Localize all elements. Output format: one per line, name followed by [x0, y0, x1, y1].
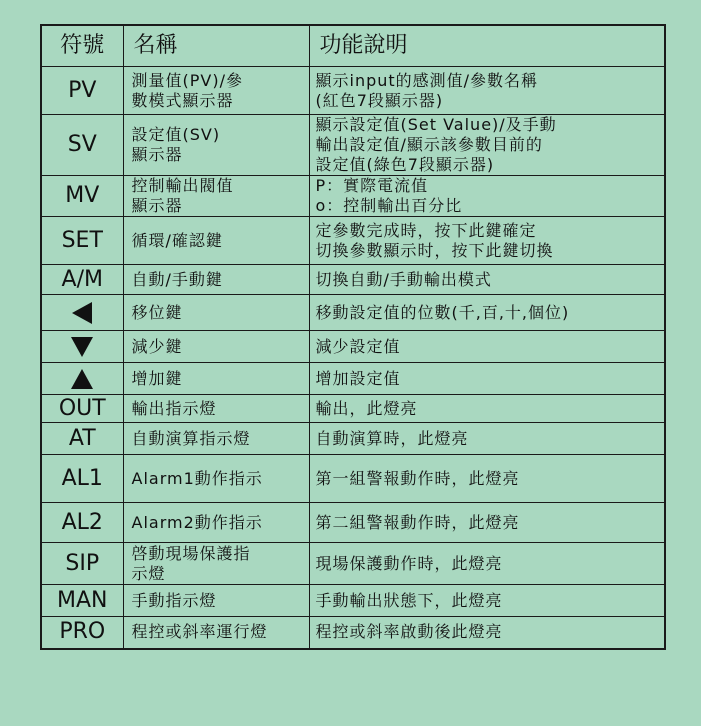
name-line: 示燈 — [131, 563, 166, 583]
name-line: 循環/確認鍵 — [131, 230, 223, 250]
table-row — [41, 503, 665, 543]
function-line: 顯示設定值(Set Value)/及手動 — [315, 115, 557, 134]
function-line: P：實際電流值 — [315, 176, 429, 195]
function-line: 輸出設定值/顯示該參數目前的 — [315, 135, 543, 154]
symbol-cell — [41, 331, 123, 363]
function-table-wrapper — [40, 24, 666, 650]
table-row — [41, 115, 665, 176]
name-cell — [123, 331, 309, 363]
name-cell — [123, 503, 309, 543]
table-row — [41, 295, 665, 331]
header-function: 功能說明 — [309, 25, 665, 67]
header-row — [41, 25, 665, 67]
symbol-cell: SV — [41, 115, 123, 176]
function-line: 現場保護動作時，此燈亮 — [315, 553, 503, 573]
function-line: 切換參數顯示时，按下此鍵切換 — [315, 240, 554, 260]
name-cell — [123, 363, 309, 395]
symbol-cell: AL2 — [41, 503, 123, 543]
table-row — [41, 67, 665, 115]
table-row — [41, 617, 665, 649]
function-line: 減少設定值 — [315, 336, 401, 356]
name-cell — [123, 543, 309, 585]
name-line: 顯示器 — [131, 145, 183, 164]
function-line: 第二組警報動作時，此燈亮 — [315, 512, 520, 532]
function-cell — [309, 585, 665, 617]
name-cell — [123, 423, 309, 455]
name-cell — [123, 176, 309, 217]
function-line: 移動設定值的位數(千,百,十,個位) — [315, 302, 570, 322]
function-cell — [309, 176, 665, 217]
name-cell — [123, 115, 309, 176]
table-row — [41, 363, 665, 395]
down-triangle-icon — [71, 337, 93, 357]
symbol-cell: MAN — [41, 585, 123, 617]
function-cell — [309, 543, 665, 585]
function-line: 切換自動/手動輸出模式 — [315, 269, 492, 289]
name-cell — [123, 67, 309, 115]
symbol-cell: PV — [41, 67, 123, 115]
name-line: Alarm1動作指示 — [131, 468, 263, 488]
name-line: 程控或斜率運行燈 — [131, 622, 268, 642]
symbol-cell: AL1 — [41, 455, 123, 503]
function-line: 輸出，此燈亮 — [315, 398, 418, 418]
name-cell — [123, 265, 309, 295]
name-cell — [123, 617, 309, 649]
left-triangle-icon — [72, 302, 92, 324]
function-line: o：控制輸出百分比 — [315, 196, 463, 215]
function-cell — [309, 67, 665, 115]
function-cell — [309, 265, 665, 295]
name-line: 減少鍵 — [131, 336, 183, 356]
name-line: Alarm2動作指示 — [131, 512, 263, 532]
up-triangle-icon — [71, 369, 93, 389]
function-line: 手動輸出狀態下，此燈亮 — [315, 590, 503, 610]
symbol-cell: OUT — [41, 395, 123, 423]
table-row — [41, 543, 665, 585]
function-cell — [309, 455, 665, 503]
function-line: 第一組警報動作時，此燈亮 — [315, 468, 520, 488]
header-name: 名稱 — [123, 25, 309, 67]
function-cell — [309, 503, 665, 543]
symbol-cell — [41, 295, 123, 331]
function-cell — [309, 395, 665, 423]
name-line: 自動/手動鍵 — [131, 269, 223, 289]
function-table — [40, 24, 666, 650]
table-row — [41, 176, 665, 217]
name-cell — [123, 455, 309, 503]
name-cell — [123, 395, 309, 423]
name-line: 增加鍵 — [131, 368, 183, 388]
name-cell — [123, 585, 309, 617]
function-cell — [309, 295, 665, 331]
symbol-cell: MV — [41, 176, 123, 217]
symbol-cell: AT — [41, 423, 123, 455]
name-line: 顯示器 — [131, 196, 183, 215]
table-row — [41, 585, 665, 617]
symbol-cell: PRO — [41, 617, 123, 649]
table-row — [41, 395, 665, 423]
name-line: 啓動現場保護指 — [131, 543, 251, 563]
function-cell — [309, 115, 665, 176]
table-row — [41, 455, 665, 503]
name-line: 數模式顯示器 — [131, 90, 234, 110]
function-cell — [309, 363, 665, 395]
name-cell — [123, 295, 309, 331]
function-line: 設定值(綠色7段顯示器) — [315, 155, 495, 174]
function-cell — [309, 423, 665, 455]
name-line: 輸出指示燈 — [131, 398, 217, 418]
header-symbol: 符號 — [41, 25, 123, 67]
function-cell — [309, 217, 665, 265]
name-line: 手動指示燈 — [131, 590, 217, 610]
table-row — [41, 331, 665, 363]
name-line: 測量值(PV)/參 — [131, 70, 243, 90]
function-cell — [309, 331, 665, 363]
function-line: 顯示input的感測值/參數名稱 — [315, 70, 539, 90]
function-line: 程控或斜率啟動後此燈亮 — [315, 622, 503, 642]
name-line: 自動演算指示燈 — [131, 428, 251, 448]
table-body — [41, 67, 665, 649]
function-cell — [309, 617, 665, 649]
table-row — [41, 265, 665, 295]
function-line: 自動演算時，此燈亮 — [315, 428, 469, 448]
function-line: 增加設定值 — [315, 368, 401, 388]
function-line: 定參數完成時，按下此鍵確定 — [315, 220, 537, 240]
symbol-cell: A/M — [41, 265, 123, 295]
symbol-cell: SET — [41, 217, 123, 265]
symbol-cell: SIP — [41, 543, 123, 585]
table-row — [41, 423, 665, 455]
name-cell — [123, 217, 309, 265]
function-line: (紅色7段顯示器) — [315, 90, 444, 110]
table-row — [41, 217, 665, 265]
name-line: 移位鍵 — [131, 302, 183, 322]
symbol-cell — [41, 363, 123, 395]
name-line: 控制輸出閥值 — [131, 176, 234, 195]
name-line: 設定值(SV) — [131, 125, 221, 144]
